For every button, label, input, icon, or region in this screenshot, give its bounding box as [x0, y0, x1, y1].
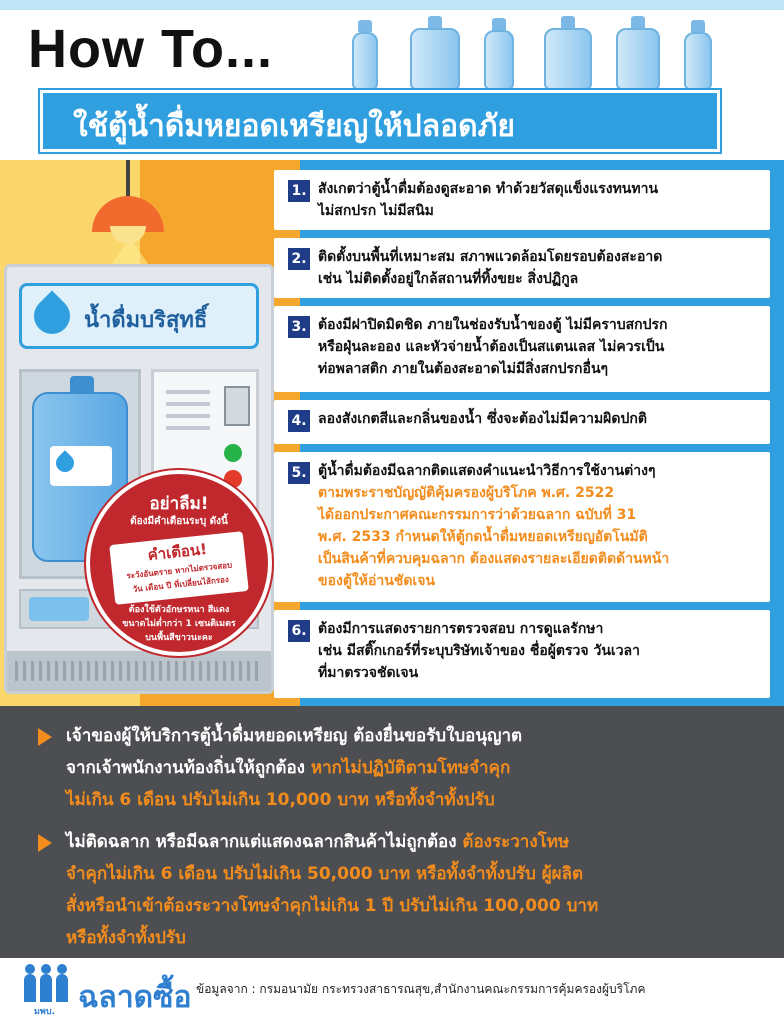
- item-line: ต้องมีฝาปิดมิดชิด ภายในช่องรับน้ำของตู้ ไม่มีคราบสกปรก: [318, 317, 668, 333]
- jug-label: [50, 446, 112, 486]
- sticker-headline: อย่าลืม!: [149, 494, 209, 514]
- tips-section: [0, 160, 784, 706]
- item-text: [318, 460, 764, 592]
- penalty-line: [66, 752, 766, 784]
- warning-label-line: วัน เดือน ปี ที่เปลี่ยนไส้กรอง: [132, 574, 230, 594]
- water-jug-icon: [410, 28, 460, 90]
- list-item: [274, 400, 770, 444]
- item-number: 1.: [288, 180, 310, 202]
- vent: [166, 390, 210, 394]
- machine-sign: [19, 283, 259, 349]
- item-line: ลองสังเกตสีและกลิ่นของน้ำ ซึ่งจะต้องไม่มีความผิดปกติ: [318, 411, 647, 427]
- item-line: ตู้น้ำดื่มต้องมีฉลากติดแสดงคำแนะนำวิธีการใช้งานต่างๆ: [318, 463, 656, 479]
- item-line-highlight: ได้ออกประกาศคณะกรรมการว่าด้วยฉลาก ฉบับที่ 31: [318, 507, 637, 523]
- item-line: เช่น มีสติ๊กเกอร์ที่ระบุบริษัทเจ้าของ ชื่อผู้ตรวจ วันเวลา: [318, 643, 640, 659]
- item-line-highlight: ของตู้ให้อ่านชัดเจน: [318, 573, 435, 589]
- banner-text: ใช้ตู้น้ำดื่มหยอดเหรียญให้ปลอดภัย: [73, 109, 515, 144]
- penalty-highlight: หากไม่ปฏิบัติตามโทษจำคุก: [310, 758, 511, 778]
- footer: [0, 958, 784, 1024]
- penalty-line: เจ้าของผู้ให้บริการตู้น้ำดื่มหยอดเหรียญ ต้องยื่นขอรับใบอนุญาต: [66, 726, 523, 746]
- water-jug-icon: [544, 28, 592, 90]
- vent: [166, 414, 210, 418]
- item-line-highlight: เป็นสินค้าที่ควบคุมฉลาก ต้องแสดงรายละเอียดติดด้านหน้า: [318, 551, 670, 567]
- chaladsue-logo: [18, 968, 192, 1017]
- base-vent: [15, 661, 263, 681]
- warning-label-title: คำเตือน!: [146, 540, 208, 565]
- sticker-subline: ต้องมีคำเตือนระบุ ดังนี้: [130, 516, 228, 527]
- item-text: [318, 408, 764, 430]
- item-number: 3.: [288, 316, 310, 338]
- penalty-highlight: ต้องระวางโทษ: [462, 832, 570, 852]
- sticker-note: ขนาดไม่ต่ำกว่า 1 เซนติเมตร: [122, 619, 236, 629]
- penalty-line: [66, 826, 766, 858]
- penalty-text: จากเจ้าพนักงานท้องถิ่นให้ถูกต้อง: [66, 758, 311, 778]
- penalty-text: ไม่ติดฉลาก หรือมีฉลากแต่แสดงฉลากสินค้าไม่ถูกต้อง: [66, 832, 463, 852]
- penalty-paragraph: [66, 720, 766, 816]
- item-line: ติดตั้งบนพื้นที่เหมาะสม สภาพแวดล้อมโดยรอบต้องสะอาด: [318, 249, 663, 265]
- title-banner: [40, 90, 720, 152]
- bullet-arrow-icon: [38, 728, 52, 746]
- list-item: [274, 238, 770, 298]
- bottle-icon: [484, 30, 514, 90]
- penalty-highlight: สั่งหรือนำเข้าต้องระวางโทษจำคุกไม่เกิน 1 ปี ปรับไม่เกิน 100,000 บาท: [66, 896, 599, 916]
- penalty-highlight: ไม่เกิน 6 เดือน ปรับไม่เกิน 10,000 บาท หรือทั้งจำทั้งปรับ: [66, 790, 495, 810]
- page-title: How To...: [28, 19, 273, 79]
- item-line: หรือฝุ่นละออง และหัวจ่ายน้ำต้องเป็นสแตนเลส ไม่ควรเป็น: [318, 339, 665, 355]
- person-icon: [56, 974, 68, 1002]
- vent: [166, 426, 210, 430]
- drip-tray: [29, 597, 89, 621]
- machine-base: [7, 651, 271, 691]
- water-drop-icon: [52, 450, 77, 475]
- item-line: ที่มาตรวจชัดเจน: [318, 665, 419, 681]
- list-item: [274, 610, 770, 698]
- item-text: [318, 246, 764, 290]
- green-button-icon: [224, 444, 242, 462]
- list-item: [274, 170, 770, 230]
- source-credit: ข้อมูลจาก : กรมอนามัย กระทรวงสาธารณสุข,สำนักงานคณะกรรมการคุ้มครองผู้บริโภค: [196, 982, 646, 996]
- sticker-note: บนพื้นสีขาวนะคะ: [145, 633, 213, 643]
- warning-label-box: [109, 531, 249, 605]
- item-number: 4.: [288, 410, 310, 432]
- list-item: [274, 306, 770, 392]
- bullet-arrow-icon: [38, 834, 52, 852]
- person-icon: [40, 974, 52, 1002]
- item-number: 6.: [288, 620, 310, 642]
- coin-slot-icon: [224, 386, 250, 426]
- item-text: [318, 618, 764, 684]
- list-item: [274, 452, 770, 602]
- item-line-highlight: พ.ศ. 2533 กำหนดให้ตู้กดน้ำดื่มหยอดเหรียญอัตโนมัติ: [318, 529, 648, 545]
- item-line-highlight: ตามพระราชบัญญัติคุ้มครองผู้บริโภค พ.ศ. 2522: [318, 485, 615, 501]
- item-line: ไม่สกปรก ไม่มีสนิม: [318, 203, 434, 219]
- water-drop-icon: [27, 291, 78, 342]
- header: [0, 0, 784, 160]
- item-number: 5.: [288, 462, 310, 484]
- lamp-cord: [126, 160, 130, 200]
- item-text: [318, 314, 764, 380]
- bottle-icon: [684, 32, 712, 90]
- penalty-paragraph: [66, 826, 766, 954]
- person-icon: [24, 974, 36, 1002]
- logo-text: ฉลาดซื้อ: [78, 980, 192, 1015]
- penalty-highlight: หรือทั้งจำทั้งปรับ: [66, 928, 186, 948]
- item-line: ท่อพลาสติก ภายในต้องสะอาดไม่มีสิ่งสกปรกอื่นๆ: [318, 361, 609, 377]
- item-line: ต้องมีการแสดงรายการตรวจสอบ การดูแลรักษา: [318, 621, 604, 637]
- warning-label-line: ระวังอันตราย หากไม่ตรวจสอบ: [126, 560, 233, 581]
- item-line: สังเกตว่าตู้น้ำดื่มต้องดูสะอาด ทำด้วยวัสดุแข็งแรงทนทาน: [318, 181, 659, 197]
- item-text: [318, 178, 764, 222]
- penalties-section: [0, 706, 784, 958]
- vent: [166, 402, 210, 406]
- item-number: 2.: [288, 248, 310, 270]
- sticker-note: ต้องใช้ตัวอักษรหนา สีแดง: [128, 605, 230, 615]
- warning-sticker: [86, 470, 272, 656]
- bottle-icon: [352, 32, 378, 90]
- water-jug-icon: [616, 28, 660, 90]
- header-border: [0, 0, 784, 10]
- logo-subtext: มพบ.: [34, 1007, 55, 1017]
- item-line: เช่น ไม่ติดตั้งอยู่ใกล้สถานที่ทิ้งขยะ สิ่งปฏิกูล: [318, 271, 579, 287]
- machine-sign-label: น้ำดื่มบริสุทธิ์: [84, 308, 208, 333]
- penalty-highlight: จำคุกไม่เกิน 6 เดือน ปรับไม่เกิน 50,000 บาท หรือทั้งจำทั้งปรับ ผู้ผลิต: [66, 864, 584, 884]
